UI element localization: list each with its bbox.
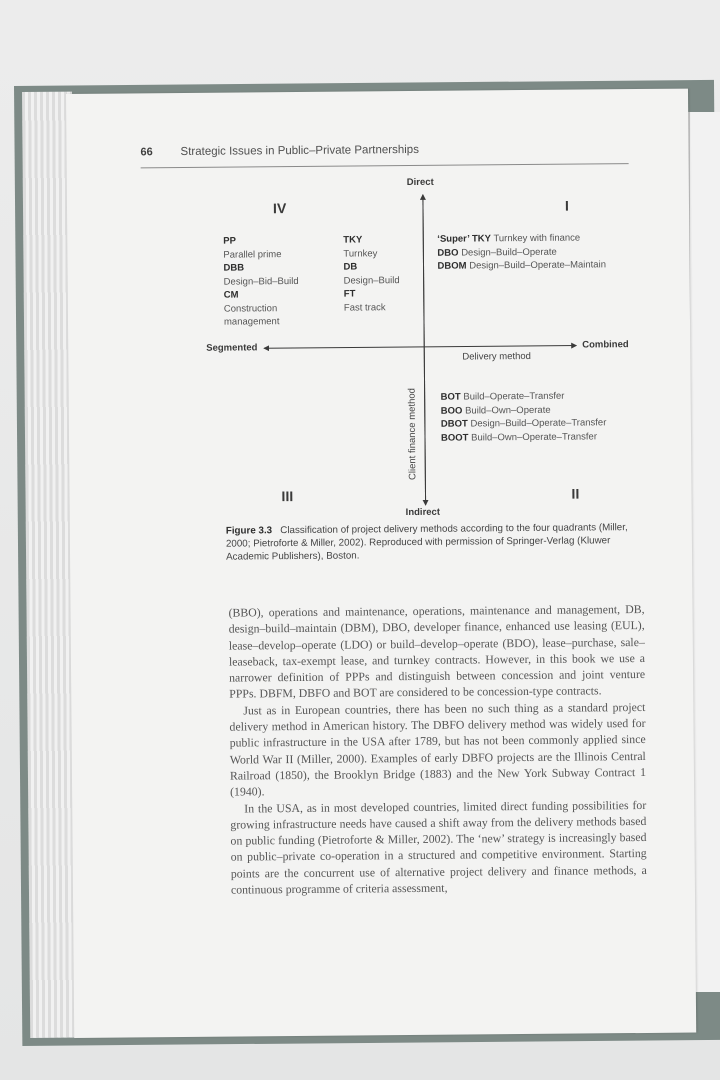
caption-label: Figure 3.3 [225, 525, 273, 537]
delivery-method-label: Delivery method [462, 350, 531, 363]
figure-caption [226, 521, 646, 564]
page-number: 66 [140, 146, 153, 159]
method-entry: BOO Build–Own–Operate [440, 404, 551, 417]
method-entry: TKY [343, 234, 363, 246]
quadrant-figure [141, 175, 644, 519]
method-entry: BOT Build–Operate–Transfer [440, 390, 565, 403]
client-finance-method-label: Client finance method [406, 388, 419, 481]
quadrant-i-label: I [564, 197, 569, 214]
method-entry: Turnkey [343, 247, 378, 260]
horizontal-axis-right [424, 346, 576, 347]
method-entry: DBB [223, 262, 245, 274]
axis-indirect-label: Indirect [405, 506, 441, 519]
axis-combined-label: Combined [582, 339, 629, 351]
method-entry: DB [343, 261, 358, 273]
horizontal-axis-left [264, 347, 424, 348]
paragraph: Just as in European countries, there has been no such thing as a standard project delivery method in American history. The DBFO delivery method was widely used for public infrastructure in the USA after 1789, but has not been commonly applied since World War II (Miller, 2000). Examples of early DBFO projects are the Illinois Central Railroad (1850), the Brooklyn Bridge (1883) and the New York Subway Contract 1 (1940). [229, 699, 646, 799]
quadrant-iv-label: IV [272, 200, 287, 217]
quadrant-ii-list [441, 389, 607, 444]
quadrant-iii-label: III [281, 488, 294, 505]
method-entry: DBOT Design–Build–Operate–Transfer [440, 417, 607, 430]
quadrant-ii-label: II [571, 485, 580, 502]
method-entry: BOOT Build–Own–Operate–Transfer [440, 430, 598, 444]
axis-segmented-label: Segmented [206, 342, 258, 354]
method-entry: Fast track [343, 301, 386, 314]
running-header [140, 141, 628, 168]
book-page [66, 89, 696, 1038]
method-entry: DBOM Design–Build–Operate–Maintain [437, 259, 607, 272]
quadrant-i-list [437, 231, 606, 273]
method-entry: FT [343, 288, 356, 300]
paragraph: In the USA, as in most developed countries, limited direct funding possibilities for growing infrastructure needs have caused a shift away from the delivery methods based on public funding (Pietroforte & Miller, 2002). The ‘new’ strategy is increasingly based on public–private co-operation in a structured and competitive environment. Starting points are the concurrent use of alternative project delivery and finance methods, a continuous programme of criteria assessment, [230, 797, 647, 897]
method-entry: ‘Super’ TKY Turnkey with finance [437, 232, 581, 245]
paragraph: (BBO), operations and maintenance, operations, maintenance and management, DB, design–build–maintain (DBM), DBO, developer finance, enhanced use leasing (EUL), lease–develop–operate (LDO) or build–develop–operate (BDO), lease–purchase, sale–leaseback, tax-exempt lease, and turnkey contracts. However, in this book we use a narrower definition of PPPs and distinguish between concession and joint venture PPPs. DBFM, DBFO and BOT are considered to be concession-type contracts. [228, 601, 646, 702]
method-entry: PP [223, 235, 237, 247]
method-entry: DBO Design–Build–Operate [437, 246, 557, 259]
vertical-axis-down [423, 195, 426, 505]
method-entry: Parallel prime [223, 248, 282, 261]
quadrant-iv-column-1 [223, 234, 299, 329]
running-title: Strategic Issues in Public–Private Partnerships [180, 143, 419, 159]
method-entry: Construction [223, 302, 278, 315]
method-entry: management [223, 316, 280, 328]
method-entry: CM [223, 289, 239, 301]
body-text [228, 601, 647, 898]
method-entry: Design–Bid–Build [223, 275, 299, 288]
axis-direct-label: Direct [406, 176, 434, 189]
method-entry: Design–Build [343, 274, 400, 287]
caption-text: Classification of project delivery methods according to the four quadrants (Miller, 2000; Pietroforte & Miller, 2002). Reproduced with permission of Springer-Verlag (Kluwer Academic Publishers), Boston. [225, 522, 628, 563]
quadrant-iv-column-2 [343, 233, 400, 314]
